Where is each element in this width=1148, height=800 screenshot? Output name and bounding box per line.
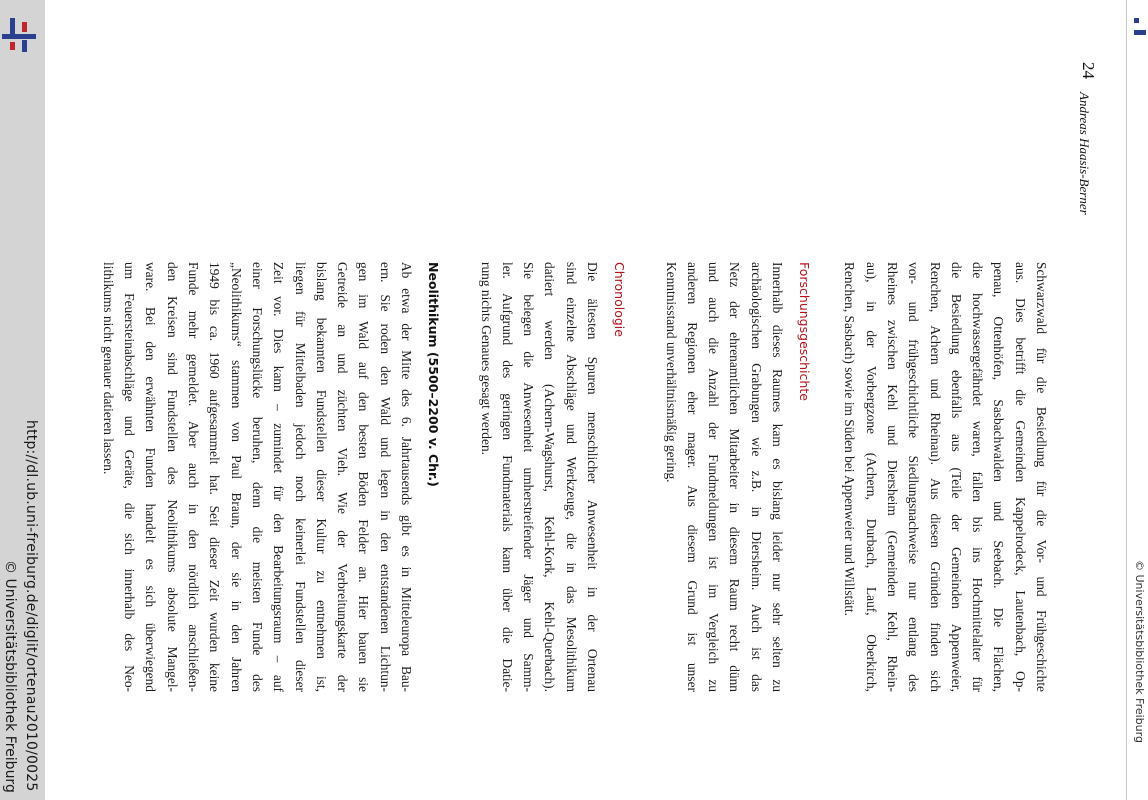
paragraph-forschungsgeschichte	[660, 262, 788, 692]
text-line: rung nichts Genaues gesagt werden.	[478, 262, 494, 455]
text-line: den Kreisen sind Fundstellen des Neolithikums absolute Mangel-	[164, 262, 180, 692]
text-line: ware. Bei den erwähnten Funden handelt es sich überwiegend	[143, 262, 159, 692]
text-line: anderen Regionen eher mager. Aus diesem Grund ist unser	[684, 262, 700, 692]
text-line: sind einzelne Abschläge und Werkzeuge, die in das Mesolithikum	[563, 262, 579, 692]
text-line: Zeit vor. Dies kann – zumindet für den Bearbeitungsraum – auf	[271, 262, 287, 692]
text-line: Innerhalb dieses Raumes kam es bislang leider nur sehr selten zu	[770, 262, 785, 692]
footer-url[interactable]: http://dl.ub.uni-freiburg.de/diglit/ortenau2010/0025	[23, 420, 39, 792]
text-line: au), in der Vorbergzone (Achern, Durbach, Lauf, Oberkirch,	[863, 262, 879, 692]
section-heading-chronologie: Chronologie	[612, 262, 627, 337]
text-line: gen im Wald auf den besten Böden Felder an. Hier bauen sie	[356, 262, 372, 692]
text-line: die Besiedlung ebenfalls aus (Teile der Gemeinden Appenweier,	[948, 262, 964, 692]
text-line: „Neolithikums“ stammen von Paul Braun, der sie in den Jahren	[228, 262, 244, 692]
text-line: Kenntnisstand unverhältnismäßig gering.	[663, 262, 679, 483]
text-line: Netz der ehrenamtlichen Mitarbeiter in diesem Raum recht dünn	[727, 262, 743, 692]
text-line: aus. Dies betrifft die Gemeinden Kappelrodeck, Lautenbach, Op-	[1012, 262, 1028, 692]
text-line: liegen für Mittelbaden jedoch noch keinerlei Fundstellen dieser	[292, 262, 308, 692]
paragraph-neolithikum	[98, 262, 417, 692]
text-line: archäologischen Grabungen wie z.B. in Diersheim. Auch ist das	[748, 262, 764, 692]
text-line: Ab etwa der Mitte des 6. Jahrtausends gibt es in Mitteleuropa Bau-	[399, 262, 414, 692]
text-line: Schwarzwald für die Besiedlung für die Vor- und Frühgeschichte	[1034, 262, 1049, 692]
paragraph-chronologie	[475, 262, 603, 692]
text-line: einer Forschungslücke beruhen, denn die meisten Funde des	[249, 262, 265, 692]
section-heading-forschungsgeschichte: Forschungsgeschichte	[797, 262, 812, 401]
text-line: um Feuersteinabschläge und Geräte, die sich innerhalb des Neo-	[122, 262, 138, 692]
text-line: Rheines zwischen Kehl und Diersheim (Gemeinden Kehl, Rhein-	[884, 262, 900, 692]
text-line: 1949 bis ca. 1960 aufgesammelt hat. Seit dieser Zeit wurden keine	[207, 262, 223, 692]
text-line: Sie belegen die Anwesenheit umherstreifender Jäger und Samm-	[521, 262, 537, 692]
library-logo-icon	[0, 14, 40, 54]
text-line: Die ältesten Spuren menschlicher Anwesenheit in der Ortenau	[585, 262, 600, 692]
section-heading-neolithikum: Neolithikum (5500–2200 v. Chr.)	[426, 262, 441, 487]
text-line: und auch die Anzahl der Fundmeldungen ist im Vergleich zu	[706, 262, 722, 692]
text-line: die hochwassergefährdet waren, fallen bis ins Hochmittelalter für	[970, 262, 986, 692]
page-number: 24	[1079, 62, 1098, 79]
text-line: Funde mehr gemeldet. Aber auch in den nördlich anschließen-	[186, 262, 202, 692]
footer-copyright: © Universitätsbibliothek Freiburg	[2, 560, 18, 793]
text-line: datiert werden (Achern-Wagshurst, Kehl-Kork, Kehl-Querbach).	[542, 262, 558, 692]
text-line: Renchen, Achern und Rheinau). Aus diesen Gründen finden sich	[927, 262, 943, 692]
page-author: Andreas Haasis-Berner	[1077, 92, 1092, 215]
text-line: vor- und frühgeschichtliche Siedlungsnachweise nur entlang des	[906, 262, 922, 692]
text-line: penau, Ottenhöfen, Sasbachwalden und Seebach. Die Flächen,	[991, 262, 1007, 692]
text-line: Renchen, Sasbach) sowie im Süden bei Appenweier und Willstätt.	[842, 262, 858, 616]
text-line: ler. Aufgrund des geringen Fundmaterials kann über die Datie-	[499, 262, 515, 692]
right-edge-copyright: © Universitätsbibliothek Freiburg	[1133, 560, 1146, 743]
paragraph-intro	[839, 262, 1052, 692]
text-line: Getreide an und züchten Vieh. Wie der Verbreitungskarte der	[335, 262, 351, 692]
text-line: lithikums nicht genauer datieren lassen.	[100, 262, 116, 475]
text-line: ern. Sie roden den Wald und legen in den entstandenen Lichtun-	[377, 262, 393, 692]
text-line: bislang bekannten Fundstellen dieser Kultur zu entnehmen ist,	[313, 262, 329, 692]
library-logo-icon-right	[1130, 16, 1148, 42]
